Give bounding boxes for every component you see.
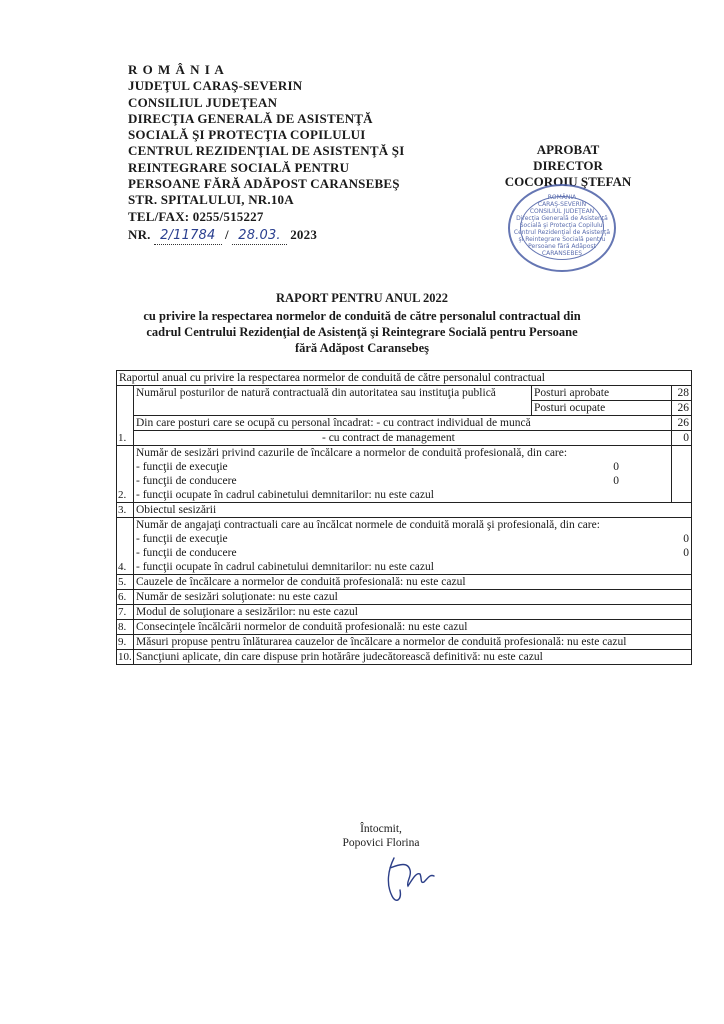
stamp-line-7: şi Reintegrare Socială pentru bbox=[518, 236, 606, 243]
table-row bbox=[117, 575, 692, 590]
row-number: 9. bbox=[117, 635, 134, 650]
header-line-directorate: DIRECŢIA GENERALĂ DE ASISTENŢĂ bbox=[128, 110, 373, 126]
row-number: 2. bbox=[117, 446, 134, 503]
institution-header bbox=[128, 62, 404, 245]
nr-year: 2023 bbox=[290, 226, 318, 242]
header-line-center-2: REINTEGRARE SOCIALĂ PENTRU bbox=[128, 159, 350, 175]
header-line-phone: TEL/FAX: 0255/515227 bbox=[128, 208, 264, 224]
row-text: Măsuri propuse pentru înlăturarea cauzelor de încălcare a normelor de conduită profesională: nu este cazul bbox=[134, 635, 692, 650]
violations-lead-label: - funcţii de conducere bbox=[136, 547, 237, 559]
complaints-exec-label: - funcţii de execuţie bbox=[136, 461, 228, 473]
stamp-line-4: Direcţia Generală de Asistenţă bbox=[516, 215, 608, 222]
occupied-value: 26 bbox=[672, 401, 692, 416]
table-heading-row bbox=[117, 371, 692, 386]
of-which-label: Din care posturi care se ocupă cu personal încadrat: - cu contract individual de muncă bbox=[134, 416, 672, 431]
table-row bbox=[117, 386, 692, 401]
prepared-by-label: Întocmit, bbox=[360, 823, 402, 835]
stamp-line-6: Centrul Rezidenţial de Asistenţă bbox=[513, 229, 611, 236]
row-number: 10. bbox=[118, 651, 132, 663]
stamp-line-2: CARAŞ-SEVERIN bbox=[537, 201, 587, 208]
nr-date: 28.03. bbox=[232, 228, 287, 245]
report-table bbox=[116, 370, 692, 665]
table-row bbox=[117, 446, 692, 503]
header-line-country: R O M Â N I A bbox=[128, 62, 225, 77]
empty-cell bbox=[672, 446, 692, 503]
report-title-sub-2: cadrul Centrului Rezidenţial de Asistenţă şi Reintegrare Socială pentru Persoane bbox=[146, 325, 578, 339]
row-text: Obiectul sesizării bbox=[134, 503, 692, 518]
table-row bbox=[117, 650, 692, 665]
approval-block bbox=[488, 142, 648, 190]
management-value: 0 bbox=[672, 431, 692, 446]
header-line-address: STR. SPITALULUI, NR.10A bbox=[128, 192, 294, 208]
complaints-exec-value: 0 bbox=[613, 461, 619, 473]
header-line-council: CONSILIUL JUDEŢEAN bbox=[128, 94, 278, 110]
row-number: 3. bbox=[117, 503, 134, 518]
approved-label: Posturi aprobate bbox=[532, 386, 672, 401]
header-line-center: CENTRUL REZIDENŢIAL DE ASISTENŢĂ ŞI bbox=[128, 143, 405, 159]
complaints-lead bbox=[136, 474, 669, 488]
row-number: 8. bbox=[117, 620, 134, 635]
table-row bbox=[117, 590, 692, 605]
stamp-line-9: CARANSEBEŞ bbox=[541, 250, 583, 257]
posts-label: Numărul posturilor de natură contractuală din autoritatea sau instituţia publică bbox=[134, 386, 532, 416]
table-row bbox=[117, 605, 692, 620]
stamp-line-1: ROMÂNIA bbox=[547, 194, 577, 201]
row-number: 7. bbox=[117, 605, 134, 620]
table-row bbox=[117, 431, 692, 446]
row-text: Cauzele de încălcare a normelor de conduită profesională: nu este cazul bbox=[134, 575, 692, 590]
report-title-main: RAPORT PENTRU ANUL 2022 bbox=[276, 291, 448, 305]
row-number: 4. bbox=[117, 518, 134, 575]
stamp-line-3: CONSILIUL JUDEŢEAN bbox=[529, 208, 595, 215]
violations-exec-label: - funcţii de execuţie bbox=[136, 533, 228, 545]
stamp-line-8: Persoane fără Adăpost bbox=[528, 243, 596, 250]
prepared-by-name: Popovici Florina bbox=[342, 837, 420, 849]
table-row bbox=[117, 416, 692, 431]
row-number: 6. bbox=[117, 590, 134, 605]
nr-value: 2/11784 bbox=[154, 228, 221, 245]
violations-exec bbox=[136, 532, 689, 546]
report-title-sub-3: fără Adăpost Caransebeş bbox=[294, 341, 430, 355]
row-text: Consecinţele încălcării normelor de conduită profesională: nu este cazul bbox=[134, 620, 692, 635]
handwritten-signature bbox=[380, 850, 440, 910]
occupied-label: Posturi ocupate bbox=[532, 401, 672, 416]
complaints-cabinet: - funcţii ocupate în cadrul cabinetului demnitarilor: nu este cazul bbox=[136, 489, 434, 501]
row-text: Număr de sesizări soluţionate: nu este cazul bbox=[134, 590, 692, 605]
signature-block bbox=[326, 822, 436, 850]
table-row bbox=[117, 620, 692, 635]
row-text: Sancţiuni aplicate, din care dispuse prin hotărâre judecătorească definitivă: nu este cazul bbox=[134, 650, 692, 665]
approval-label: APROBAT bbox=[536, 142, 600, 157]
official-stamp bbox=[508, 184, 616, 272]
violations-lead-value: 0 bbox=[683, 547, 689, 559]
table-row bbox=[117, 503, 692, 518]
header-line-county: JUDEŢUL CARAŞ-SEVERIN bbox=[128, 78, 303, 94]
nr-label: NR. bbox=[128, 226, 151, 242]
management-label: - cu contract de management bbox=[134, 431, 672, 446]
complaints-exec bbox=[136, 460, 669, 474]
violations-intro: Număr de angajaţi contractuali care au încălcat normele de conduită morală şi profesională, din care: bbox=[136, 519, 600, 531]
violations-cell bbox=[134, 518, 692, 575]
complaints-cell bbox=[134, 446, 672, 503]
header-line-center-3: PERSOANE FĂRĂ ADĂPOST CARANSEBEŞ bbox=[128, 176, 400, 192]
stamp-line-5: Socială şi Protecţia Copilului bbox=[519, 222, 605, 229]
complaints-intro: Număr de sesizări privind cazurile de încălcare a normelor de conduită profesională, din care: bbox=[136, 447, 568, 459]
header-line-directorate-2: SOCIALĂ ŞI PROTECŢIA COPILULUI bbox=[128, 127, 366, 143]
complaints-lead-label: - funcţii de conducere bbox=[136, 475, 237, 487]
table-row bbox=[117, 518, 692, 575]
table-heading: Raportul anual cu privire la respectarea normelor de conduită de către personalul contractual bbox=[117, 371, 692, 386]
report-title-sub-1: cu privire la respectarea normelor de conduită de către personalul contractual din bbox=[143, 309, 581, 323]
violations-lead bbox=[136, 546, 689, 560]
approved-value: 28 bbox=[672, 386, 692, 401]
of-which-value: 26 bbox=[672, 416, 692, 431]
approval-name: COCOROIU ŞTEFAN bbox=[504, 174, 632, 189]
violations-exec-value: 0 bbox=[683, 533, 689, 545]
table-row bbox=[117, 635, 692, 650]
row-number: 1. bbox=[117, 386, 134, 446]
registration-number bbox=[128, 227, 404, 245]
nr-separator: / bbox=[224, 226, 229, 242]
row-number: 5. bbox=[117, 575, 134, 590]
report-title bbox=[60, 290, 664, 356]
violations-cabinet: - funcţii ocupate în cadrul cabinetului demnitarilor: nu este cazul bbox=[136, 561, 434, 573]
approval-role: DIRECTOR bbox=[533, 158, 603, 173]
complaints-lead-value: 0 bbox=[613, 475, 619, 487]
row-text: Modul de soluţionare a sesizărilor: nu este cazul bbox=[134, 605, 692, 620]
